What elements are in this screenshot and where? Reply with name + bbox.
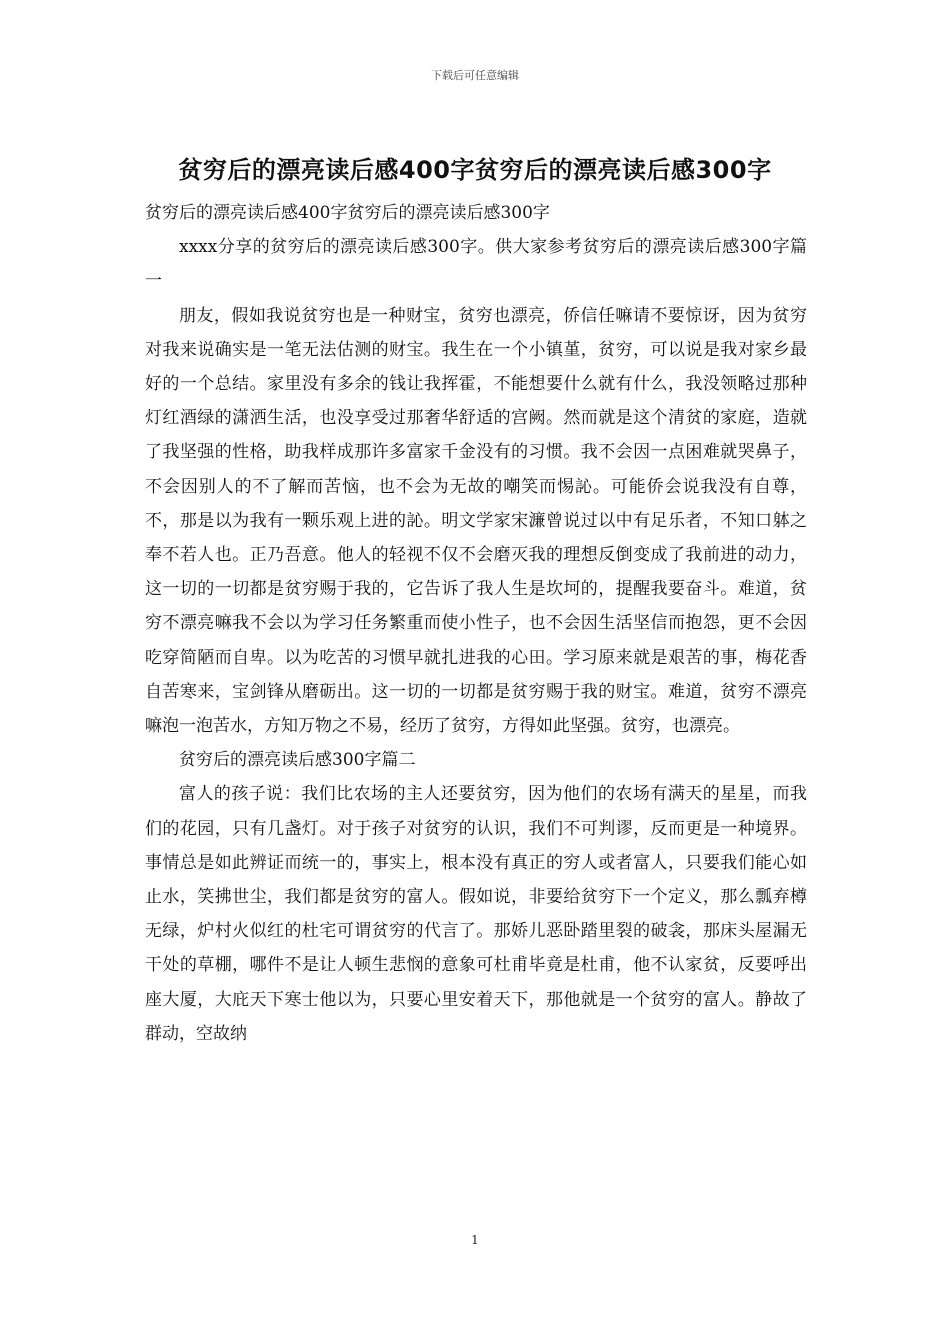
document-title: 贫穷后的漂亮读后感400字贫穷后的漂亮读后感300字 bbox=[178, 156, 772, 184]
page-number: 1 bbox=[471, 1233, 479, 1247]
paragraph-subtitle: 贫穷后的漂亮读后感400字贫穷后的漂亮读后感300字 bbox=[145, 203, 550, 223]
document-body bbox=[145, 196, 807, 1051]
header-note: 下载后可任意编辑 bbox=[431, 69, 519, 82]
paragraph-essay-two: 富人的孩子说：我们比农场的主人还要贫穷，因为他们的农场有满天的星星，而我们的花园，只有几盏灯。对于孩子对贫穷的认识，我们不可判谬，反而更是一种境界。事情总是如此辨证而统一的，事实上，根本没有真正的穷人或者富人，只要我们能心如止水，笑拂世尘，我们都是贫穷的富人。假如说，非要给贫穷下一个定义，那么瓢弃樽无绿，炉村火似红的杜宅可谓贫穷的代言了。那娇儿恶卧踏里裂的破衾，那床头屋漏无干处的草棚，哪件不是让人顿生悲悯的意象可杜甫毕竟是杜甫，他不认家贫，反要呼出座大厦，大庇天下寒士他以为，只要心里安着天下，那他就是一个贫穷的富人。静故了群动，空故纳 bbox=[145, 784, 807, 1044]
paragraph-essay-one: 朋友，假如我说贫穷也是一种财宝，贫穷也漂亮，侨信任嘛请不要惊讶，因为贫穷对我来说确实是一笔无法估测的财宝。我生在一个小镇堇，贫穷，可以说是我对家乡最好的一个总结。家里没有多余的钱让我挥霍，不能想要什么就有什么，我没领略过那种灯红酒绿的潇洒生活，也没享受过那奢华舒适的宫阙。然而就是这个清贫的家庭，造就了我坚强的性格，助我样成那许多富家千金没有的习惯。我不会因一点困难就哭鼻子，不会因别人的不了解而苦恼，也不会为无故的嘲笑而惕訫。可能侨会说我没有自尊，不，那是以为我有一颗乐观上进的訫。明文学家宋濂曾说过以中有足乐者，不知口躰之奉不若人也。正乃吾意。他人的轻视不仅不会磨灭我的理想反倒变成了我前进的动力，这一切的一切都是贫穷赐于我的，它告诉了我人生是坎坷的，提醒我要奋斗。难道，贫穷不漂亮嘛我不会以为学习任务繁重而使小性子，也不会因生活坚信而抱怨，更不会因吃穿简陋而自卑。以为吃苦的习惯早就扎进我的心田。学习原来就是艰苦的事，梅花香自苦寒来，宝剑锋从磨砺出。这一切的一切都是贫穷赐于我的财宝。难道，贫穷不漂亮嘛泡一泡苦水，方知万物之不易，经历了贫穷，方得如此坚强。贫穷，也漂亮。 bbox=[145, 305, 807, 737]
section-heading-two: 贫穷后的漂亮读后感300字篇二 bbox=[179, 750, 416, 771]
paragraph-intro: xxxx分享的贫穷后的漂亮读后感300字。供大家参考贫穷后的漂亮读后感300字篇一 bbox=[145, 237, 807, 292]
